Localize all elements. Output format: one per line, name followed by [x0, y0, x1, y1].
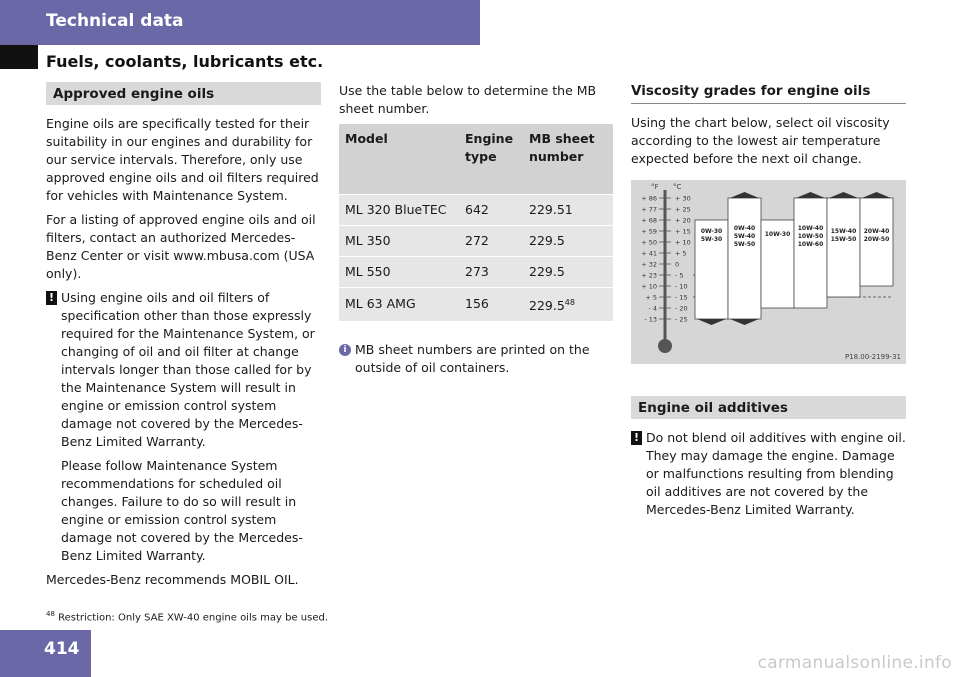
bar-label: 10W-30 — [764, 231, 791, 238]
cell-model: ML 350 — [339, 225, 459, 256]
approved-oils-paragraph-1: Engine oils are specifically tested for their suitability in our engines and durability for our service intervals. Therefore, only use approved engine oils and oil filters required for vehicles with Maintenance System. — [46, 116, 319, 203]
open-bottom-arrow — [697, 319, 726, 325]
viscosity-chart-svg — [631, 180, 906, 364]
open-top-arrow — [796, 192, 825, 198]
unit-celsius: °C — [673, 183, 682, 191]
tick-label-f: - 13 — [644, 315, 657, 324]
bar-label: 10W-50 — [797, 233, 824, 240]
warning-icon: ! — [631, 431, 642, 445]
viscosity-bar — [728, 198, 761, 319]
tick-label-f: + 68 — [641, 216, 657, 225]
tick-label-f: + 23 — [641, 271, 657, 280]
chapter-title: Technical data — [46, 11, 184, 31]
viscosity-bar — [794, 198, 827, 308]
tick-label-c: + 15 — [675, 227, 691, 236]
additives-heading: Engine oil additives — [631, 396, 906, 419]
tick-label-f: - 4 — [648, 304, 657, 313]
cell-sheet: 229.5 — [523, 225, 613, 256]
tick-label-f: + 10 — [641, 282, 657, 291]
cell-model: ML 550 — [339, 256, 459, 287]
cell-sheet: 229.51 — [523, 194, 613, 225]
tick-label-c: - 5 — [675, 271, 684, 280]
col-header-mb-sheet: MB sheet number — [523, 124, 613, 194]
bar-label: 15W-40 — [830, 228, 857, 235]
info-text: MB sheet numbers are printed on the outside of oil containers. — [355, 341, 590, 375]
table-row — [339, 225, 613, 256]
table-row — [339, 194, 613, 225]
tick-label-c: + 10 — [675, 238, 691, 247]
section-tab — [0, 45, 38, 69]
additives-warning — [631, 429, 906, 519]
unit-fahrenheit: °F — [651, 183, 659, 191]
tick-label-f: + 50 — [641, 238, 657, 247]
bar-label: 5W-30 — [700, 236, 723, 243]
tick-label-c: - 15 — [675, 293, 688, 302]
mb-sheet-table — [339, 124, 613, 321]
tick-label-c: - 20 — [675, 304, 688, 313]
section-title: Fuels, coolants, lubricants etc. — [46, 52, 324, 71]
footnote-ref: 48 — [564, 297, 575, 307]
viscosity-chart — [631, 180, 906, 364]
column-viscosity — [631, 82, 906, 519]
footnote-text: Restriction: Only SAE XW-40 engine oils may be used. — [58, 612, 329, 624]
table-row — [339, 256, 613, 287]
info-icon: i — [339, 344, 351, 356]
thermometer-bulb — [658, 339, 672, 353]
bar-label: 10W-60 — [797, 241, 824, 248]
viscosity-heading: Viscosity grades for engine oils — [631, 82, 906, 104]
page-number: 414 — [0, 630, 91, 677]
cell-engine: 273 — [459, 256, 523, 287]
footnote — [46, 610, 328, 623]
bar-label: 20W-40 — [863, 228, 890, 235]
cell-sheet: 229.5 — [523, 256, 613, 287]
open-bottom-arrow — [730, 319, 759, 325]
table-row — [339, 287, 613, 321]
watermark: carmanualsonline.info — [757, 653, 952, 673]
tick-label-c: + 25 — [675, 205, 691, 214]
tick-label-f: + 86 — [641, 194, 657, 203]
cell-model: ML 63 AMG — [339, 287, 459, 321]
recommendation-text: Mercedes-Benz recommends MOBIL OIL. — [46, 572, 299, 587]
info-block — [339, 341, 613, 377]
tick-label-c: + 30 — [675, 194, 691, 203]
cell-model: ML 320 BlueTEC — [339, 194, 459, 225]
bar-label: 10W-40 — [797, 225, 824, 232]
col-header-engine-type: Engine type — [459, 124, 523, 194]
bar-label: 5W-40 — [733, 233, 756, 240]
cell-sheet — [523, 287, 613, 321]
open-top-arrow — [829, 192, 858, 198]
chart-reference-code: P18.00-2199-31 — [844, 353, 901, 361]
warning-block — [46, 289, 321, 571]
tick-label-f: + 41 — [641, 249, 657, 258]
bar-label: 15W-50 — [830, 236, 857, 243]
bar-label: 5W-50 — [733, 241, 756, 248]
tick-label-f: + 77 — [641, 205, 657, 214]
tick-label-c: + 5 — [675, 249, 687, 258]
approved-oils-heading: Approved engine oils — [46, 82, 321, 105]
cell-engine: 642 — [459, 194, 523, 225]
col-header-model: Model — [339, 124, 459, 194]
mb-sheet-intro: Use the table below to determine the MB sheet number. — [339, 83, 597, 116]
tick-label-f: + 32 — [641, 260, 657, 269]
open-top-arrow — [730, 192, 759, 198]
cell-engine: 272 — [459, 225, 523, 256]
cell-sheet-value: 229.5 — [529, 297, 565, 313]
viscosity-text: Using the chart below, select oil viscosity according to the lowest air temperature expected before the next oil change. — [631, 115, 890, 166]
bar-label: 0W-30 — [700, 228, 723, 235]
footnote-number: 48 — [46, 610, 55, 618]
warning-icon: ! — [46, 291, 57, 305]
tick-label-f: + 5 — [645, 293, 657, 302]
tick-label-c: + 20 — [675, 216, 691, 225]
tick-label-c: 0 — [675, 260, 680, 269]
warning-text-1: Using engine oils and oil filters of specification other than those expressly required for the Maintenance System, or changing of oil and oil filter at change intervals longer than those called for by the Maintenance System will result in engine or emission control system damage not covered by the Mercedes-Benz Limited Warranty. — [61, 290, 315, 449]
bar-label: 0W-40 — [733, 225, 756, 232]
cell-engine: 156 — [459, 287, 523, 321]
viscosity-bar — [827, 198, 860, 297]
warning-text-2: Please follow Maintenance System recommendations for scheduled oil changes. Failure to do so will result in engine or emission control system damage not covered by the Mercedes-Benz Limited Warranty. — [61, 458, 303, 563]
approved-oils-paragraph-2: For a listing of approved engine oils and oil filters, contact an authorized Mercedes-Benz Center or visit www.mbusa.com (USA only). — [46, 212, 316, 281]
header-bar — [0, 0, 480, 45]
bar-label: 20W-50 — [863, 236, 890, 243]
column-approved-oils — [46, 82, 321, 595]
tick-label-f: + 59 — [641, 227, 657, 236]
additives-warning-text: Do not blend oil additives with engine oil. They may damage the engine. Damage or malfunctions resulting from blending oil additives are not covered by the Mercedes-Benz Limited Warranty. — [646, 430, 906, 517]
column-mb-sheet — [339, 82, 613, 377]
open-top-arrow — [862, 192, 891, 198]
tick-label-c: - 10 — [675, 282, 688, 291]
tick-label-c: - 25 — [675, 315, 688, 324]
